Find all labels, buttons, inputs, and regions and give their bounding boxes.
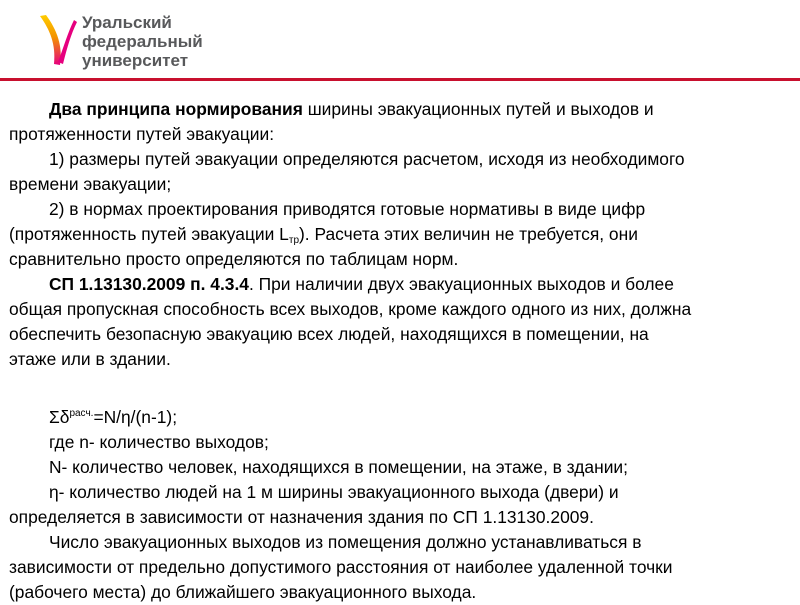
item2-line2-post: ). Расчета этих величин не требуется, они (299, 224, 638, 244)
sp-line4: этаже или в здании. (9, 349, 171, 369)
where-eta-line2: определяется в зависимости от назначения здания по СП 1.13130.2009. (9, 507, 594, 527)
formula-superscript: расч. (69, 408, 94, 419)
sp-line3: обеспечить безопасную эвакуацию всех людей, находящихся в помещении, на (9, 324, 649, 344)
where-N: N- количество человек, находящихся в помещении, на этаже, в здании; (49, 457, 628, 477)
logo-line-3: университет (82, 51, 189, 70)
university-name (82, 13, 203, 70)
sp-line2: общая пропускная способность всех выходов, кроме каждого одного из них, должна (9, 299, 692, 319)
where-n: где n- количество выходов; (49, 432, 269, 452)
university-logo (38, 12, 238, 72)
blank-gap (9, 372, 793, 405)
last-line2: зависимости от предельно допустимого расстояния от наиболее удаленной точки (9, 557, 673, 577)
last-line1: Число эвакуационных выходов из помещения должно устанавливаться в (49, 532, 642, 552)
sp-line1-rest: . При наличии двух эвакуационных выходов и более (248, 274, 674, 294)
formula (9, 405, 793, 430)
sp-line1 (9, 272, 793, 297)
logo-line-1: Уральский (82, 13, 172, 32)
item1-line2: времени эвакуации; (9, 174, 172, 194)
item2-line1: 2) в нормах проектирования приводятся готовые нормативы в виде цифр (49, 199, 646, 219)
where-eta-line1: η- количество людей на 1 м ширины эвакуационного выхода (двери) и (49, 482, 619, 502)
sp-reference: СП 1.13130.2009 п. 4.3.4 (49, 274, 249, 294)
logo-line-2: федеральный (82, 32, 203, 51)
item2-line2-pre: (протяженность путей эвакуации L (9, 224, 289, 244)
ural-federal-university-logo-icon (38, 12, 78, 68)
formula-rest: =N/η/(n-1); (93, 407, 178, 427)
item2-line3: сравнительно просто определяются по таблицам норм. (9, 249, 459, 269)
formula-main: Σδ (49, 407, 70, 427)
principles-cont: протяженности путей эвакуации: (9, 124, 275, 144)
last-line3: (рабочего места) до ближайшего эвакуационного выхода. (9, 582, 477, 602)
item1-line1: 1) размеры путей эвакуации определяются расчетом, исходя из необходимого (49, 149, 685, 169)
item2-subscript: тр (288, 235, 300, 246)
principles-heading (9, 97, 793, 122)
item2-line2 (9, 222, 793, 247)
principles-rest: ширины эвакуационных путей и выходов и (302, 99, 654, 119)
header-divider (0, 78, 800, 81)
principles-bold: Два принципа нормирования (49, 99, 303, 119)
slide-body (9, 97, 793, 605)
